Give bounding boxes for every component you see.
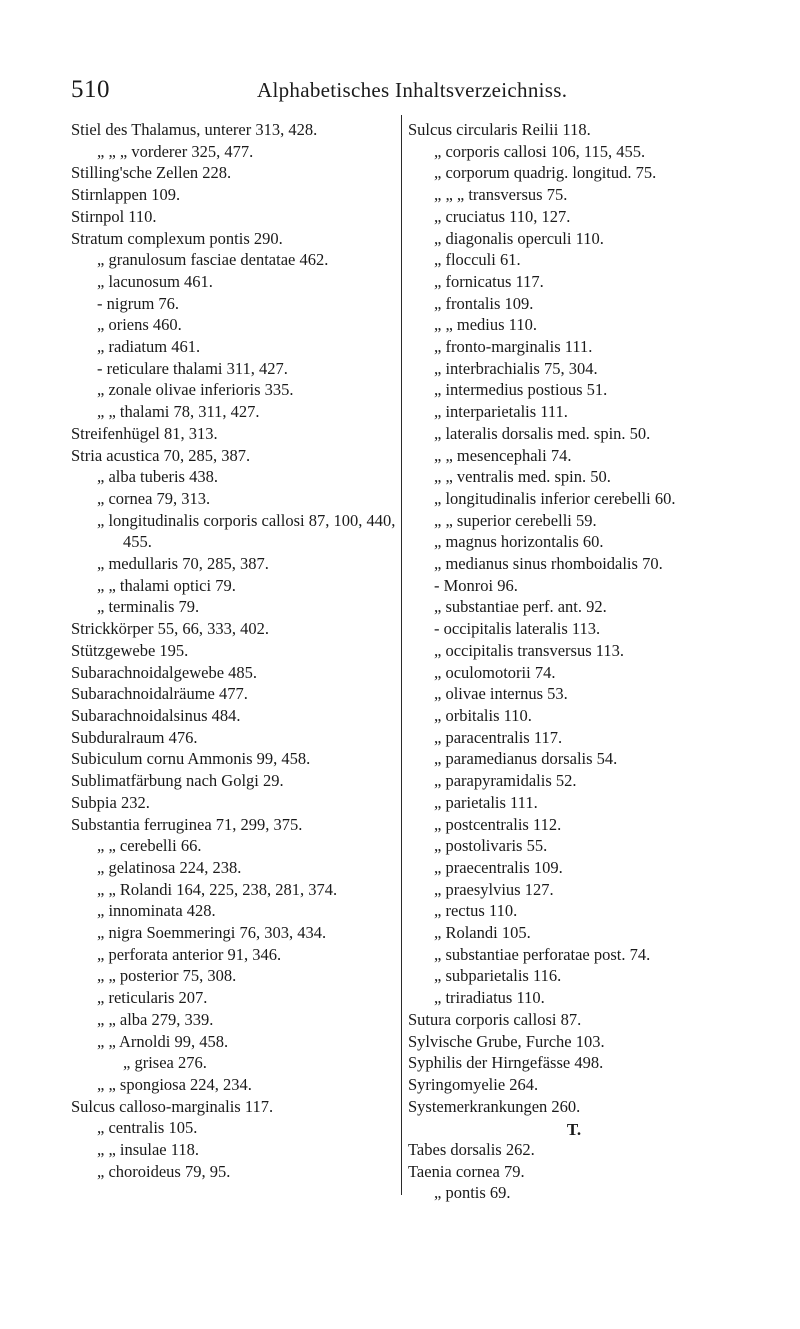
index-entry: „ „ „ vorderer 325, 477. — [97, 141, 254, 161]
index-entry: „ „ alba 279, 339. — [97, 1009, 214, 1029]
index-entry: - nigrum 76. — [97, 293, 180, 313]
index-entry: Subpia 232. — [71, 792, 150, 812]
index-entry: Subarachnoidalgewebe 485. — [71, 662, 258, 682]
index-entry: „ interparietalis 111. — [434, 402, 568, 422]
index-entry: „ paracentralis 117. — [434, 727, 563, 747]
index-entry: „ rectus 110. — [434, 901, 518, 921]
index-entry: „ alba tuberis 438. — [97, 467, 218, 487]
index-entry: „ diagonalis operculi 110. — [434, 228, 604, 248]
index-entry: „ perforata anterior 91, 346. — [97, 944, 282, 964]
index-column-right — [408, 119, 740, 1204]
index-entry: Substantia ferruginea 71, 299, 375. — [71, 814, 303, 834]
index-entry: „ centralis 105. — [97, 1118, 198, 1138]
index-entry: „ lacunosum 461. — [97, 271, 213, 291]
index-entry: „ „ thalami optici 79. — [97, 575, 236, 595]
index-entry: Subduralraum 476. — [71, 727, 198, 747]
index-entry: „ „ medius 110. — [434, 315, 537, 335]
index-entry: Syphilis der Hirngefässe 498. — [408, 1053, 604, 1073]
index-entry: „ „ posterior 75, 308. — [97, 966, 237, 986]
running-head: Alphabetisches Inhaltsverzeichniss. — [257, 78, 568, 102]
index-entry: „ „ Rolandi 164, 225, 238, 281, 374. — [97, 879, 338, 899]
index-entry: „ grisea 276. — [123, 1053, 207, 1073]
index-entry: Stilling'sche Zellen 228. — [71, 163, 232, 183]
index-entry: „ „ Arnoldi 99, 458. — [97, 1031, 229, 1051]
index-entry: „ oculomotorii 74. — [434, 662, 556, 682]
index-entry: „ zonale olivae inferioris 335. — [97, 380, 294, 400]
index-entry: - occipitalis lateralis 113. — [434, 619, 601, 639]
index-entry: „ choroideus 79, 95. — [97, 1161, 231, 1181]
page-number: 510 — [71, 76, 110, 103]
index-entry: Sulcus calloso-marginalis 117. — [71, 1096, 274, 1116]
index-entry: „ cruciatus 110, 127. — [434, 206, 571, 226]
index-entry: „ flocculi 61. — [434, 250, 521, 270]
index-entry: „ medianus sinus rhomboidalis 70. — [434, 554, 663, 574]
index-entry: „ frontalis 109. — [434, 293, 534, 313]
index-entry: Sublimatfärbung nach Golgi 29. — [71, 771, 284, 791]
index-entry: „ „ mesencephali 74. — [434, 445, 572, 465]
index-entry: „ „ ventralis med. spin. 50. — [434, 467, 611, 487]
index-entry: „ postcentralis 112. — [434, 814, 562, 834]
index-entry: „ postolivaris 55. — [434, 836, 548, 856]
index-entry: Tabes dorsalis 262. — [408, 1140, 535, 1160]
index-entry: „ medullaris 70, 285, 387. — [97, 554, 269, 574]
index-entry: „ olivae internus 53. — [434, 684, 568, 704]
index-entry: „ praesylvius 127. — [434, 879, 554, 899]
index-entry: Strickkörper 55, 66, 333, 402. — [71, 619, 269, 639]
index-entry: Stützgewebe 195. — [71, 640, 189, 660]
index-entry: „ parapyramidalis 52. — [434, 771, 577, 791]
index-entry: „ corporum quadrig. longitud. 75. — [434, 163, 657, 183]
index-entry: Subarachnoidalräume 477. — [71, 684, 248, 704]
index-entry: „ corporis callosi 106, 115, 455. — [434, 141, 646, 161]
index-entry: „ cornea 79, 313. — [97, 488, 211, 508]
index-entry: Stirnlappen 109. — [71, 185, 181, 205]
index-entry: Stria acustica 70, 285, 387. — [71, 445, 251, 465]
index-entry: „ intermedius postious 51. — [434, 380, 608, 400]
column-divider — [401, 115, 402, 1195]
index-entry: „ longitudinalis corporis callosi 87, 100, 440, 455. — [97, 510, 396, 552]
index-entry: „ substantiae perf. ant. 92. — [434, 597, 607, 617]
index-entry: Stiel des Thalamus, unterer 313, 428. — [71, 120, 318, 139]
index-entry: „ reticularis 207. — [97, 988, 208, 1008]
index-entry: „ terminalis 79. — [97, 597, 200, 617]
index-entry: Taenia cornea 79. — [408, 1161, 525, 1181]
index-entry: „ subparietalis 116. — [434, 966, 562, 986]
index-entry: „ „ superior cerebelli 59. — [434, 510, 597, 530]
index-entry: Streifenhügel 81, 313. — [71, 423, 218, 443]
index-entry: „ oriens 460. — [97, 315, 182, 335]
index-entry: Syringomyelie 264. — [408, 1074, 539, 1094]
index-entry: „ radiatum 461. — [97, 337, 201, 357]
index-entry: „ gelatinosa 224, 238. — [97, 857, 242, 877]
index-entry: „ interbrachialis 75, 304. — [434, 358, 598, 378]
index-entry: „ „ thalami 78, 311, 427. — [97, 402, 260, 422]
index-entry: „ innominata 428. — [97, 901, 216, 921]
index-entry: „ substantiae perforatae post. 74. — [434, 944, 651, 964]
index-entry: - reticulare thalami 311, 427. — [97, 358, 288, 378]
index-entry: „ „ „ transversus 75. — [434, 185, 568, 205]
index-entry: „ fornicatus 117. — [434, 271, 544, 291]
index-entry: „ lateralis dorsalis med. spin. 50. — [434, 423, 651, 443]
index-entry: Systemerkrankungen 260. — [408, 1096, 581, 1116]
index-entry: Subarachnoidalsinus 484. — [71, 705, 241, 725]
index-entry: „ orbitalis 110. — [434, 705, 532, 725]
section-letter: T. — [566, 1120, 582, 1140]
index-entry: Subiculum cornu Ammonis 99, 458. — [71, 749, 311, 769]
index-entry: Sutura corporis callosi 87. — [408, 1009, 582, 1029]
index-entry: „ occipitalis transversus 113. — [434, 640, 625, 660]
index-entry: „ granulosum fasciae dentatae 462. — [97, 250, 329, 270]
index-entry: „ „ insulae 118. — [97, 1140, 200, 1160]
index-entry: „ longitudinalis inferior cerebelli 60. — [434, 488, 676, 508]
index-entry: „ nigra Soemmeringi 76, 303, 434. — [97, 923, 327, 943]
index-entry: „ fronto-marginalis 111. — [434, 337, 593, 357]
index-entry: „ triradiatus 110. — [434, 988, 545, 1008]
index-entry: Stratum complexum pontis 290. — [71, 228, 283, 248]
index-entry: Sylvische Grube, Furche 103. — [408, 1031, 605, 1051]
index-entry: „ Rolandi 105. — [434, 923, 531, 943]
index-entry: „ pontis 69. — [434, 1183, 511, 1203]
index-entry: „ „ spongiosa 224, 234. — [97, 1074, 252, 1094]
index-entry: „ parietalis 111. — [434, 792, 538, 812]
index-entry: „ paramedianus dorsalis 54. — [434, 749, 618, 769]
index-entry: Stirnpol 110. — [71, 206, 157, 226]
index-entry: „ praecentralis 109. — [434, 857, 563, 877]
index-entry: „ magnus horizontalis 60. — [434, 532, 604, 552]
index-entry: Sulcus circularis Reilii 118. — [408, 120, 591, 139]
index-column-left — [71, 119, 403, 1182]
index-entry: - Monroi 96. — [434, 575, 518, 595]
index-entry: „ „ cerebelli 66. — [97, 836, 202, 856]
